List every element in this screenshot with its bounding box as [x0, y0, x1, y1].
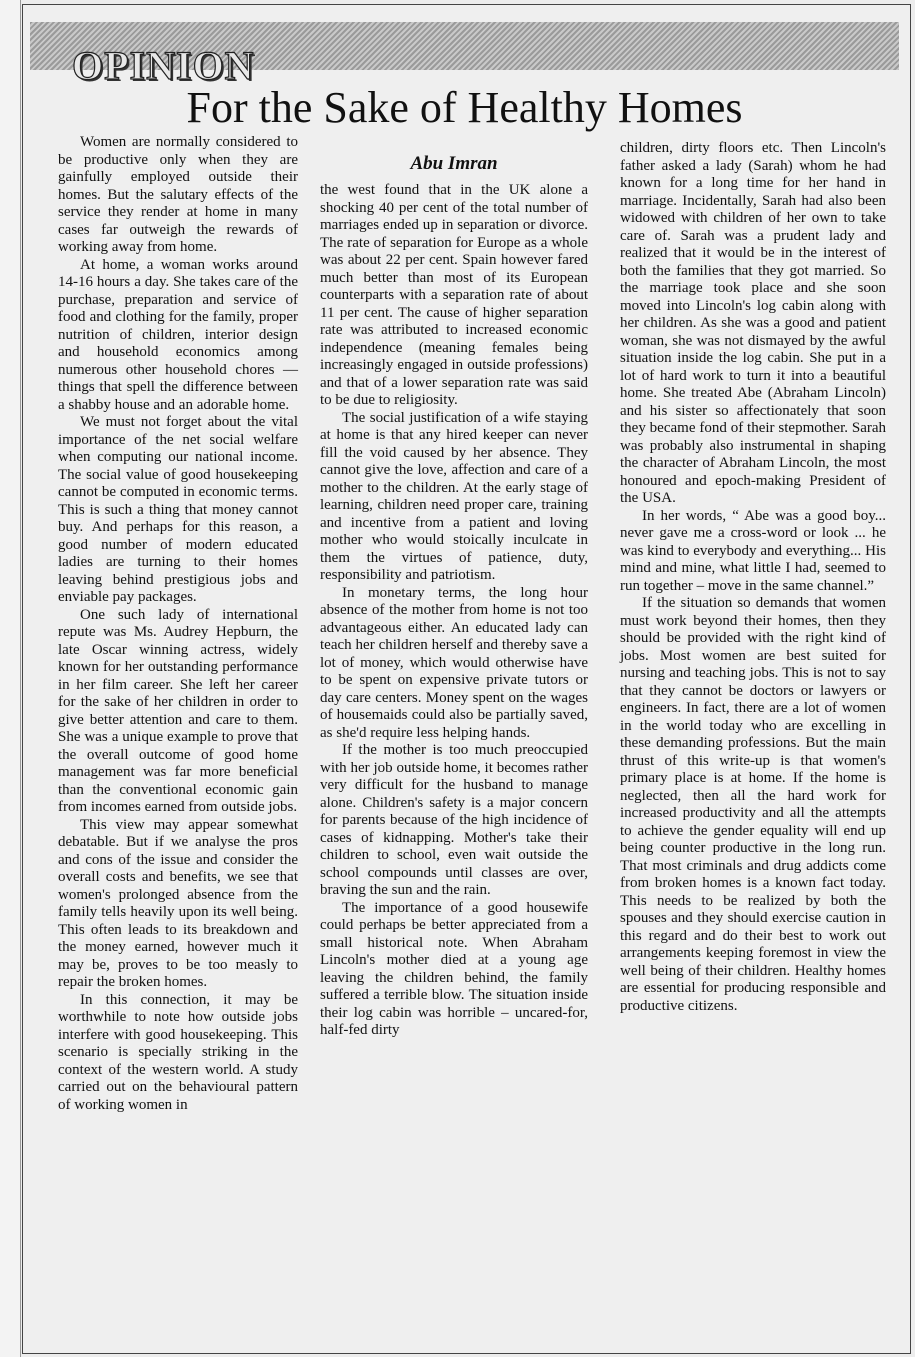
paragraph: The social justification of a wife staying at home is that any hired keeper can never fill the void caused by her absence. They cannot give the love, affection and care of a mother to the children. At the early stage of learning, children need proper care, training and incentive from a patient and loving mother who would stoically inculcate in them the virtues of patience, duty, responsibility and patriotism.: [320, 409, 588, 583]
column-2: [320, 150, 588, 1040]
paragraph: If the situation so demands that women must work beyond their homes, then they should be provided with the right kind of jobs. Most women are best suited for nursing and teaching jobs. This is not to say that they cannot be doctors or lawyers or engineers. In fact, there are a lot of women in the world today who are excelling in these demanding professions. But the main thrust of this write-up is that women's primary place is at home. If the home is neglected, then all the hard work for increased productivity and all the attempts to achieve the gender equality will end up being counter productive in the long run. That most criminals and drug addicts come from broken homes is a known fact today. This needs to be realized by both the spouses and they should exercise caution in this regard and do their best to work out arrangements keeping foremost in view the well being of their children. Healthy homes are essential for producing responsible and productive citizens.: [620, 595, 886, 1014]
section-banner: [30, 22, 899, 88]
adjacent-page-edge: [0, 0, 21, 1357]
paragraph: We must not forget about the vital importance of the net social welfare when computing our national income. The social value of good housekeeping cannot be computed in economic terms. This is such a thing that money cannot buy. And perhaps for this reason, a good number of modern educated ladies are turning to their homes leaving behind prestigious jobs and enviable pay packages.: [58, 414, 298, 605]
column-1: [58, 134, 298, 1114]
paragraph: children, dirty floors etc. Then Lincoln's father asked a lady (Sarah) whom he had known for a long time for her hand in marriage. Incidentally, Sarah had also been widowed with children of her own to take care of. Sarah was a prudent lady and realized that it would be in the interest of both the families that they got married. So the marriage took place and she soon moved into Lincoln's log cabin along with her children. As she was a good and patient woman, she was not dismayed by the awful situation inside the log cabin. She put in a lot of hard work to turn it into a beautiful home. She treated Abe (Abraham Lincoln) and his sister so affectionately that soon they became fond of their stepmother. Sarah was probably also instrumental in shaping the character of Abraham Lincoln, the most honoured and epoch-making President of the USA.: [620, 140, 886, 506]
paragraph: One such lady of international repute was Ms. Audrey Hepburn, the late Oscar winning actress, widely known for her outstanding performance in her film career. She left her career for the sake of her children in order to give better attention and care to them. She was a unique example to prove that the overall outcome of good home management was far more beneficial than the conventional economic gain from incomes earned from outside jobs.: [58, 606, 298, 815]
paragraph: In this connection, it may be worthwhile to note how outside jobs interfere with good housekeeping. This scenario is specially striking in the context of the western world. A study carried out on the behavioural pattern of working women in: [58, 991, 298, 1113]
section-label: OPINION: [72, 43, 255, 88]
paragraph: Women are normally considered to be productive only when they are gainfully employed outside their homes. But the salutary effects of the service they render at home in many cases far outweigh the rewards of working away from home.: [58, 134, 298, 255]
column-3: [620, 140, 886, 1015]
paragraph: At home, a woman works around 14-16 hours a day. She takes care of the purchase, preparation and service of food and clothing for the family, proper nutrition of children, interior design and household economics among numerous other household chores — things that spell the difference between a shabby house and an adorable home.: [58, 256, 298, 413]
paragraph: The importance of a good housewife could perhaps be better appreciated from a small historical note. When Abraham Lincoln's mother died at a young age leaving the children behind, the family suffered a terrible blow. The situation inside their log cabin was horrible – uncared-for, half-fed dirty: [320, 899, 588, 1038]
paragraph: This view may appear somewhat debatable. But if we analyse the pros and cons of the issue and consider the overall costs and benefits, we see that women's prolonged absence from the family tells heavily upon its well being. This often leads to its breakdown and the money earned, however much it may be, proves to be too measly to repair the broken homes.: [58, 816, 298, 990]
paragraph: In her words, “ Abe was a good boy... never gave me a cross-word or look ... he was kind to everybody and everything... His mind and mine, what little I had, seemed to run together – move in the same channel.”: [620, 507, 886, 594]
paragraph: If the mother is too much preoccupied with her job outside home, it becomes rather very difficult for the husband to manage alone. Children's safety is a major concern for parents because of the high incidence of cases of kidnapping. Mother's take their children to school, even wait outside the school compounds until classes are over, braving the sun and the rain.: [320, 742, 588, 898]
headline: For the Sake of Healthy Homes: [186, 83, 743, 132]
paragraph: the west found that in the UK alone a shocking 40 per cent of the total number of marriages ended up in separation or divorce. The rate of separation for Europe as a whole was about 22 per cent. Spain however fared much better than most of its European counterparts with a separation rate of about 11 per cent. The cause of higher separation rate was attributed to increased economic independence (meaning females being increasingly engaged in outside professions) and that of a lower separation rate was said to be due to religiosity.: [320, 182, 588, 408]
paragraph: In monetary terms, the long hour absence of the mother from home is not too advantageous either. An educated lady can teach her children herself and thereby save a lot of money, which would otherwise have to be spent on expensive private tutors or day care centers. Money spent on the wages of housemaids could also be partially saved, as she'd require less helping hands.: [320, 584, 588, 741]
byline: Abu Imran: [410, 153, 498, 174]
